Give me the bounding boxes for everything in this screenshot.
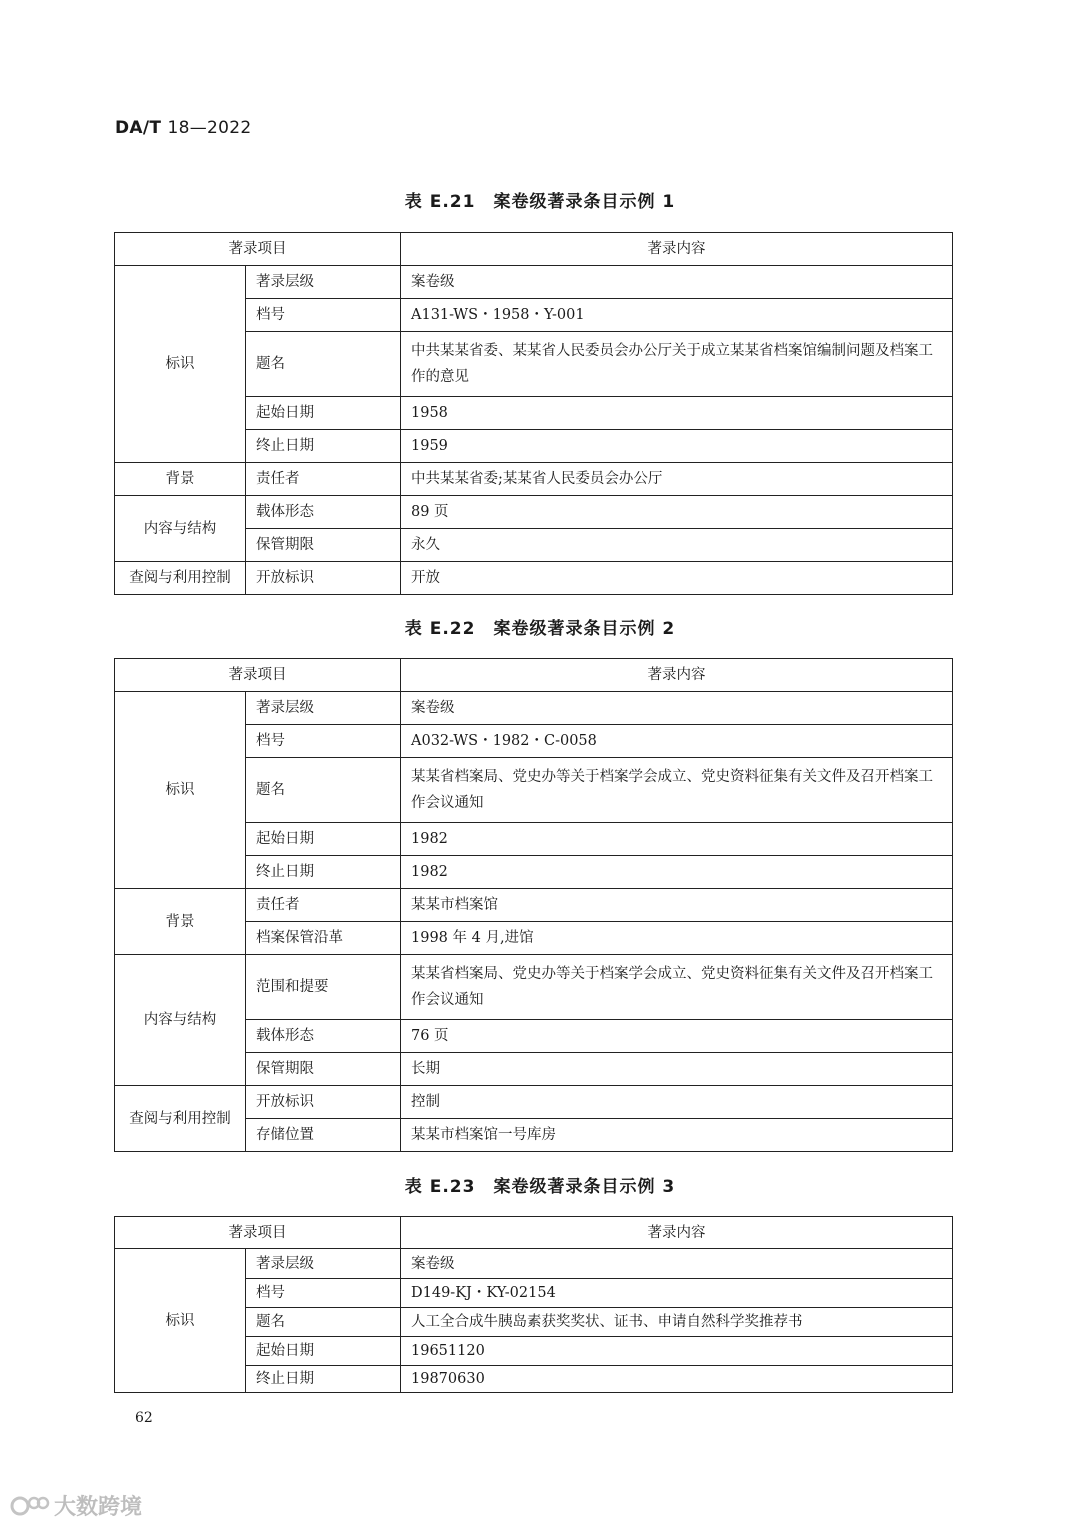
table-row (115, 496, 953, 529)
table-row (115, 1249, 953, 1279)
value-cell: 案卷级 (401, 692, 953, 725)
item-cell: 著录层级 (246, 266, 401, 299)
catalog-table (114, 658, 953, 1152)
value-cell: A131-WS・1958・Y-001 (401, 299, 953, 332)
column-header-item: 著录项目 (115, 1217, 401, 1249)
column-header-item: 著录项目 (115, 659, 401, 692)
table-number: 表 E.21 (404, 192, 476, 212)
column-header-content: 著录内容 (401, 1217, 953, 1249)
table-row (115, 463, 953, 496)
table-title: 案卷级著录条目示例 3 (493, 1177, 676, 1197)
item-cell: 档案保管沿革 (246, 922, 401, 955)
value-cell: 19870630 (401, 1366, 953, 1393)
item-cell: 著录层级 (246, 692, 401, 725)
category-cell: 背景 (115, 463, 246, 496)
item-cell: 终止日期 (246, 430, 401, 463)
value-cell: 某某市档案馆一号库房 (401, 1119, 953, 1152)
table-caption (0, 1172, 1080, 1197)
category-cell: 查阅与利用控制 (115, 562, 246, 595)
table-row (115, 1086, 953, 1119)
category-cell: 内容与结构 (115, 496, 246, 562)
value-cell: 19651120 (401, 1337, 953, 1366)
value-cell: 人工全合成牛胰岛素获奖奖状、证书、申请自然科学奖推荐书 (401, 1308, 953, 1337)
value-cell: 某某省档案局、党史办等关于档案学会成立、党史资料征集有关文件及召开档案工作会议通知 (401, 955, 953, 1020)
watermark-text: 大数跨境 (54, 1495, 143, 1520)
category-cell: 查阅与利用控制 (115, 1086, 246, 1152)
item-cell: 档号 (246, 725, 401, 758)
value-cell: D149-KJ・KY-02154 (401, 1279, 953, 1308)
page-number: 62 (135, 1410, 153, 1426)
item-cell: 开放标识 (246, 562, 401, 595)
item-cell: 存储位置 (246, 1119, 401, 1152)
column-header-item: 著录项目 (115, 233, 401, 266)
table-row (115, 562, 953, 595)
value-cell: 1998 年 4 月,进馆 (401, 922, 953, 955)
category-cell: 内容与结构 (115, 955, 246, 1086)
table-header-row (115, 233, 953, 266)
table-caption (0, 614, 1080, 639)
table-header-row (115, 1217, 953, 1249)
column-header-content: 著录内容 (401, 233, 953, 266)
item-cell: 题名 (246, 758, 401, 823)
item-cell: 载体形态 (246, 496, 401, 529)
table-caption (0, 187, 1080, 212)
standard-code (115, 118, 252, 138)
catalog-table (114, 1216, 953, 1393)
table-row (115, 266, 953, 299)
item-cell: 载体形态 (246, 1020, 401, 1053)
value-cell: 开放 (401, 562, 953, 595)
standard-number: 18—2022 (167, 118, 252, 138)
table-row (115, 889, 953, 922)
value-cell: 中共某某省委、某某省人民委员会办公厅关于成立某某省档案馆编制问题及档案工作的意见 (401, 332, 953, 397)
item-cell: 题名 (246, 1308, 401, 1337)
item-cell: 著录层级 (246, 1249, 401, 1279)
category-cell: 标识 (115, 692, 246, 889)
watermark-logo-icon (10, 1493, 50, 1519)
category-cell: 标识 (115, 1249, 246, 1393)
item-cell: 保管期限 (246, 529, 401, 562)
value-cell: 76 页 (401, 1020, 953, 1053)
item-cell: 档号 (246, 1279, 401, 1308)
value-cell: 1982 (401, 823, 953, 856)
table-title: 案卷级著录条目示例 2 (493, 619, 676, 639)
value-cell: 控制 (401, 1086, 953, 1119)
table-number: 表 E.23 (404, 1177, 476, 1197)
item-cell: 起始日期 (246, 1337, 401, 1366)
value-cell: 89 页 (401, 496, 953, 529)
value-cell: 案卷级 (401, 1249, 953, 1279)
standard-prefix: DA/T (115, 118, 162, 138)
table-header-row (115, 659, 953, 692)
category-cell: 背景 (115, 889, 246, 955)
item-cell: 开放标识 (246, 1086, 401, 1119)
value-cell: 长期 (401, 1053, 953, 1086)
value-cell: A032-WS・1982・C-0058 (401, 725, 953, 758)
item-cell: 起始日期 (246, 823, 401, 856)
value-cell: 中共某某省委;某某省人民委员会办公厅 (401, 463, 953, 496)
category-cell: 标识 (115, 266, 246, 463)
item-cell: 范围和提要 (246, 955, 401, 1020)
item-cell: 保管期限 (246, 1053, 401, 1086)
value-cell: 某某省档案局、党史办等关于档案学会成立、党史资料征集有关文件及召开档案工作会议通知 (401, 758, 953, 823)
value-cell: 案卷级 (401, 266, 953, 299)
column-header-content: 著录内容 (401, 659, 953, 692)
item-cell: 起始日期 (246, 397, 401, 430)
table-number: 表 E.22 (404, 619, 476, 639)
value-cell: 永久 (401, 529, 953, 562)
item-cell: 档号 (246, 299, 401, 332)
item-cell: 题名 (246, 332, 401, 397)
item-cell: 终止日期 (246, 1366, 401, 1393)
catalog-table (114, 232, 953, 595)
table-row (115, 692, 953, 725)
value-cell: 1959 (401, 430, 953, 463)
table-row (115, 955, 953, 1020)
item-cell: 责任者 (246, 889, 401, 922)
value-cell: 1982 (401, 856, 953, 889)
item-cell: 责任者 (246, 463, 401, 496)
table-title: 案卷级著录条目示例 1 (493, 192, 676, 212)
value-cell: 1958 (401, 397, 953, 430)
watermark (10, 1490, 142, 1521)
item-cell: 终止日期 (246, 856, 401, 889)
value-cell: 某某市档案馆 (401, 889, 953, 922)
